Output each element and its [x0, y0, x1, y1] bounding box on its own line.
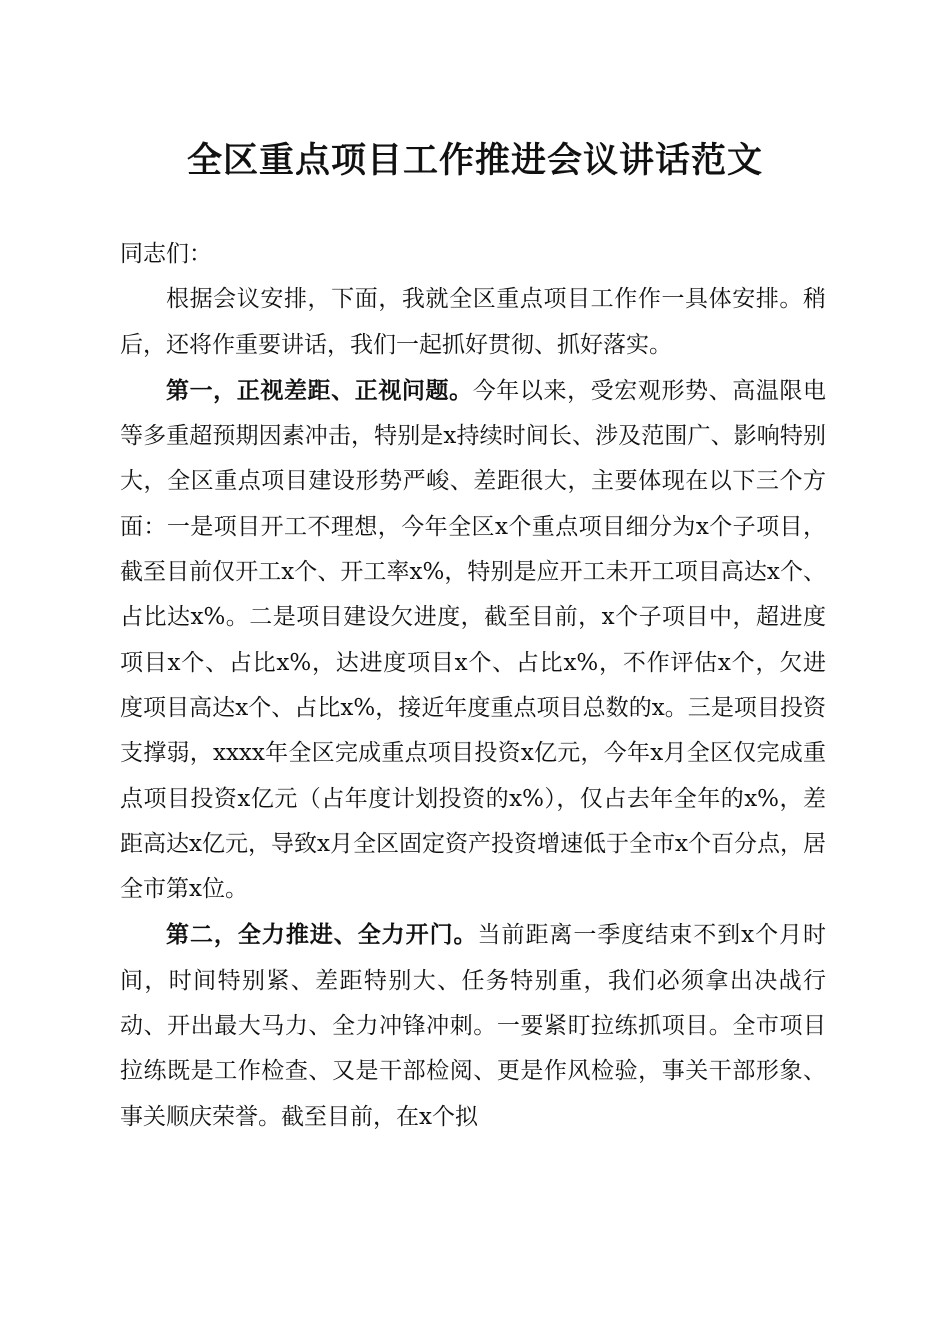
document-body [120, 232, 826, 1140]
paragraph-intro-text: 根据会议安排，下面，我就全区重点项目工作作一具体安排。稍后，还将作重要讲话，我们一起抓好贯彻、抓好落实。 [120, 286, 826, 358]
paragraph-first-text: 今年以来，受宏观形势、高温限电等多重超预期因素冲击，特别是x持续时间长、涉及范围广、影响特别大，全区重点项目建设形势严峻、差距很大，主要体现在以下三个方面：一是项目开工不理想，今年全区x个重点项目细分为x个子项目，截至目前仅开工x个、开工率x%，特别是应开工未开工项目高达x个、占比达x%。二是项目建设欠进度，截至目前，x个子项目中，超进度项目x个、占比x%，达进度项目x个、占比x%，不作评估x个，欠进度项目高达x个、占比x%，接近年度重点项目总数的x。三是项目投资支撑弱，xxxx年全区完成重点项目投资x亿元，今年x月全区仅完成重点项目投资x亿元（占年度计划投资的x%），仅占去年全年的x%，差距高达x亿元，导致x月全区固定资产投资增速低于全市x个百分点，居全市第x位。 [120, 377, 827, 903]
document-title: 全区重点项目工作推进会议讲话范文 [186, 140, 763, 181]
paragraph-first [120, 368, 826, 913]
paragraph-second-heading: 第二，全力推进、全力开门。 [166, 921, 478, 949]
paragraph-second-text: 当前距离一季度结束不到x个月时间，时间特别紧、差距特别大、任务特别重，我们必须拿出决战行动、开出最大马力、全力冲锋冲刺。一要紧盯拉练抓项目。全市项目拉练既是工作检查、又是干部检阅、更是作风检验，事关干部形象、事关顺庆荣誉。截至目前，在x个拟 [120, 922, 826, 1130]
paragraph-intro [120, 277, 826, 368]
salutation: 同志们： [120, 241, 212, 267]
paragraph-second [120, 912, 826, 1139]
paragraph-first-heading: 第一，正视差距、正视问题。 [166, 376, 473, 404]
